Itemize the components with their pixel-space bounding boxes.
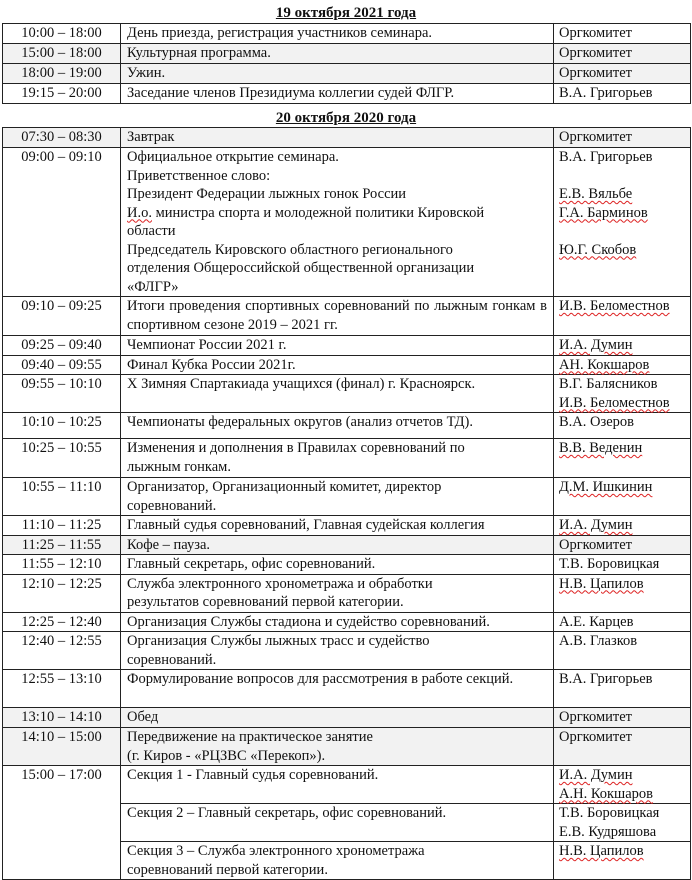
- responsible-cell: [554, 148, 691, 297]
- table-row: [3, 297, 691, 336]
- time-cell: 11:25 – 11:55: [3, 535, 121, 555]
- responsible-line: В.А. Григорьев: [559, 149, 653, 165]
- time-cell: 19:15 – 20:00: [3, 84, 121, 104]
- event-cell: Финал Кубка России 2021г.: [121, 355, 554, 375]
- time-cell: 10:10 – 10:25: [3, 413, 121, 439]
- event-line: результатов соревнований первой категории.: [127, 594, 404, 610]
- responsible-name: Д.М. Ишкинин: [559, 479, 653, 495]
- day1-schedule-table: [2, 23, 691, 104]
- responsible-line: И.В. Беломестнов: [559, 394, 670, 411]
- responsible-name: И.В. Беломестнов: [559, 298, 670, 314]
- responsible-cell: В.А. Озеров: [554, 413, 691, 439]
- responsible-cell: Оргкомитет: [554, 535, 691, 555]
- time-cell: 13:10 – 14:10: [3, 708, 121, 728]
- responsible-cell: [554, 439, 691, 478]
- event-cell: Секция 1 - Главный судья соревнований.: [121, 766, 554, 804]
- responsible-cell: [554, 297, 691, 336]
- day2-heading: 20 октября 2020 года: [275, 110, 417, 126]
- event-line: соревнований.: [127, 497, 217, 514]
- event-cell: Главный судья соревнований, Главная судейская коллегия: [121, 516, 554, 536]
- time-cell: 15:00 – 17:00: [3, 766, 121, 880]
- event-line: Организация Службы лыжных трасс и судейство: [127, 633, 430, 649]
- time-cell: 12:40 – 12:55: [3, 632, 121, 670]
- table-row: [3, 516, 691, 536]
- time-cell: 10:25 – 10:55: [3, 439, 121, 478]
- responsible-cell: [554, 804, 691, 842]
- event-line-part: И.о.: [127, 204, 152, 221]
- event-cell: [121, 574, 554, 612]
- table-row: [3, 708, 691, 728]
- responsible-cell: Оргкомитет: [554, 64, 691, 84]
- table-row: [3, 535, 691, 555]
- time-cell: 10:00 – 18:00: [3, 24, 121, 44]
- event-cell: Кофе – пауза.: [121, 535, 554, 555]
- event-cell: [121, 148, 554, 297]
- event-cell: X Зимняя Спартакиада учащихся (финал) г. Красноярск.: [121, 375, 554, 413]
- responsible-line: Г.А. Барминов: [559, 204, 648, 221]
- table-row: [3, 555, 691, 575]
- time-cell: 14:10 – 15:00: [3, 728, 121, 766]
- time-cell: 15:00 – 18:00: [3, 44, 121, 64]
- event-line: Председатель Кировского областного регионального: [127, 241, 453, 258]
- responsible-line: А.Н. Кокшаров: [559, 785, 654, 802]
- table-row: [3, 336, 691, 356]
- responsible-cell: [554, 766, 691, 804]
- table-row: [3, 439, 691, 478]
- responsible-line: Е.В. Кудряшова: [559, 823, 657, 840]
- responsible-cell: [554, 574, 691, 612]
- event-line: Изменения и дополнения в Правилах соревнований по: [127, 440, 465, 456]
- time-cell: 12:10 – 12:25: [3, 574, 121, 612]
- event-cell: Секция 2 – Главный секретарь, офис соревнований.: [121, 804, 554, 842]
- responsible-cell: В.А. Григорьев: [554, 84, 691, 104]
- table-row: [3, 413, 691, 439]
- table-row: [3, 574, 691, 612]
- time-cell: 09:25 – 09:40: [3, 336, 121, 356]
- responsible-line: Т.В. Боровицкая: [559, 805, 660, 821]
- event-cell: [121, 439, 554, 478]
- event-line-part: министра спорта и молодежной политики Кировской: [151, 204, 485, 221]
- responsible-cell: [554, 478, 691, 516]
- table-row: [3, 355, 691, 375]
- responsible-cell: Оргкомитет: [554, 128, 691, 148]
- responsible-name: И.А. Думин: [559, 337, 633, 353]
- responsible-cell: Оргкомитет: [554, 24, 691, 44]
- event-line: Официальное открытие семинара.: [127, 149, 339, 165]
- responsible-line: Ю.Г. Скобов: [559, 241, 637, 258]
- time-cell: 11:55 – 12:10: [3, 555, 121, 575]
- event-cell: Ужин.: [121, 64, 554, 84]
- table-row: [3, 128, 691, 148]
- event-line: Приветственное слово:: [127, 167, 271, 184]
- event-cell: Обед: [121, 708, 554, 728]
- event-cell: Чемпионат России 2021 г.: [121, 336, 554, 356]
- responsible-cell: [554, 375, 691, 413]
- table-row: [3, 728, 691, 766]
- table-row: [3, 44, 691, 64]
- event-cell: Чемпионаты федеральных округов (анализ отчетов ТД).: [121, 413, 554, 439]
- event-cell: День приезда, регистрация участников семинара.: [121, 24, 554, 44]
- responsible-line: В.Г. Балясников: [559, 376, 658, 392]
- table-row: [3, 84, 691, 104]
- event-cell: Организация Службы стадиона и судейство соревнований.: [121, 612, 554, 632]
- event-line: области: [127, 223, 176, 239]
- responsible-cell: Т.В. Боровицкая: [554, 555, 691, 575]
- table-row: [3, 766, 691, 804]
- time-cell: 09:40 – 09:55: [3, 355, 121, 375]
- event-line: (г. Киров - «РЦЗВС «Перекоп»).: [127, 747, 326, 764]
- responsible-cell: [554, 355, 691, 375]
- time-cell: 12:55 – 13:10: [3, 670, 121, 708]
- table-row: [3, 24, 691, 44]
- event-line: соревнований.: [127, 651, 217, 668]
- table-row: [3, 148, 691, 297]
- event-cell: Заседание членов Президиума коллегии судей ФЛГР.: [121, 84, 554, 104]
- event-cell: Главный секретарь, офис соревнований.: [121, 555, 554, 575]
- responsible-name: Н.В. Цапилов: [559, 575, 644, 592]
- day2-schedule-table: [2, 127, 691, 880]
- responsible-name: Н.В. Цапилов: [559, 843, 644, 859]
- time-cell: 09:10 – 09:25: [3, 297, 121, 336]
- event-cell: Итоги проведения спортивных соревнований по лыжным гонкам в спортивном сезоне 2019 – 2021 гг.: [121, 297, 554, 336]
- event-line: Секция 3 – Служба электронного хронометража: [127, 843, 425, 859]
- responsible-cell: Оргкомитет: [554, 708, 691, 728]
- table-row: [3, 670, 691, 708]
- responsible-cell: Оргкомитет: [554, 728, 691, 766]
- event-cell: [121, 478, 554, 516]
- table-row: [3, 632, 691, 670]
- responsible-cell: А.В. Глазков: [554, 632, 691, 670]
- event-cell: Формулирование вопросов для рассмотрения в работе секций.: [121, 670, 554, 708]
- responsible-cell: Оргкомитет: [554, 44, 691, 64]
- spacer: [559, 222, 684, 241]
- event-line: Служба электронного хронометража и обработки: [127, 575, 433, 592]
- event-cell: [121, 842, 554, 880]
- responsible-name: АН. Кокшаров: [559, 356, 650, 373]
- event-line: лыжным гонкам.: [127, 458, 231, 475]
- table-row: [3, 478, 691, 516]
- event-line: отделения Общероссийской общественной организации: [127, 260, 475, 276]
- responsible-name: В.В. Веденин: [559, 440, 643, 456]
- responsible-line: Е.В. Вяльбе: [559, 186, 633, 202]
- table-row: [3, 612, 691, 632]
- spacer: [559, 167, 684, 186]
- event-line: Передвижение на практическое занятие: [127, 729, 373, 745]
- event-cell: Культурная программа.: [121, 44, 554, 64]
- time-cell: 12:25 – 12:40: [3, 612, 121, 632]
- responsible-cell: А.Е. Карцев: [554, 612, 691, 632]
- event-cell: [121, 728, 554, 766]
- table-row: [3, 375, 691, 413]
- responsible-line: И.А. Думин: [559, 767, 633, 783]
- responsible-cell: В.А. Григорьев: [554, 670, 691, 708]
- responsible-cell: [554, 336, 691, 356]
- event-line: Президент Федерации лыжных гонок России: [127, 186, 407, 202]
- time-cell: 18:00 – 19:00: [3, 64, 121, 84]
- time-cell: 11:10 – 11:25: [3, 516, 121, 536]
- event-line: Организатор, Организационный комитет, директор: [127, 479, 442, 495]
- time-cell: 10:55 – 11:10: [3, 478, 121, 516]
- event-cell: [121, 632, 554, 670]
- event-line: [127, 204, 547, 223]
- responsible-name: И.А. Думин: [559, 517, 633, 533]
- event-line: соревнований первой категории.: [127, 861, 328, 878]
- responsible-cell: [554, 516, 691, 536]
- time-cell: 09:55 – 10:10: [3, 375, 121, 413]
- responsible-cell: [554, 842, 691, 880]
- time-cell: 09:00 – 09:10: [3, 148, 121, 297]
- day1-heading: 19 октября 2021 года: [275, 5, 417, 21]
- time-cell: 07:30 – 08:30: [3, 128, 121, 148]
- table-row: [3, 64, 691, 84]
- event-line: «ФЛГР»: [127, 278, 179, 295]
- event-cell: Завтрак: [121, 128, 554, 148]
